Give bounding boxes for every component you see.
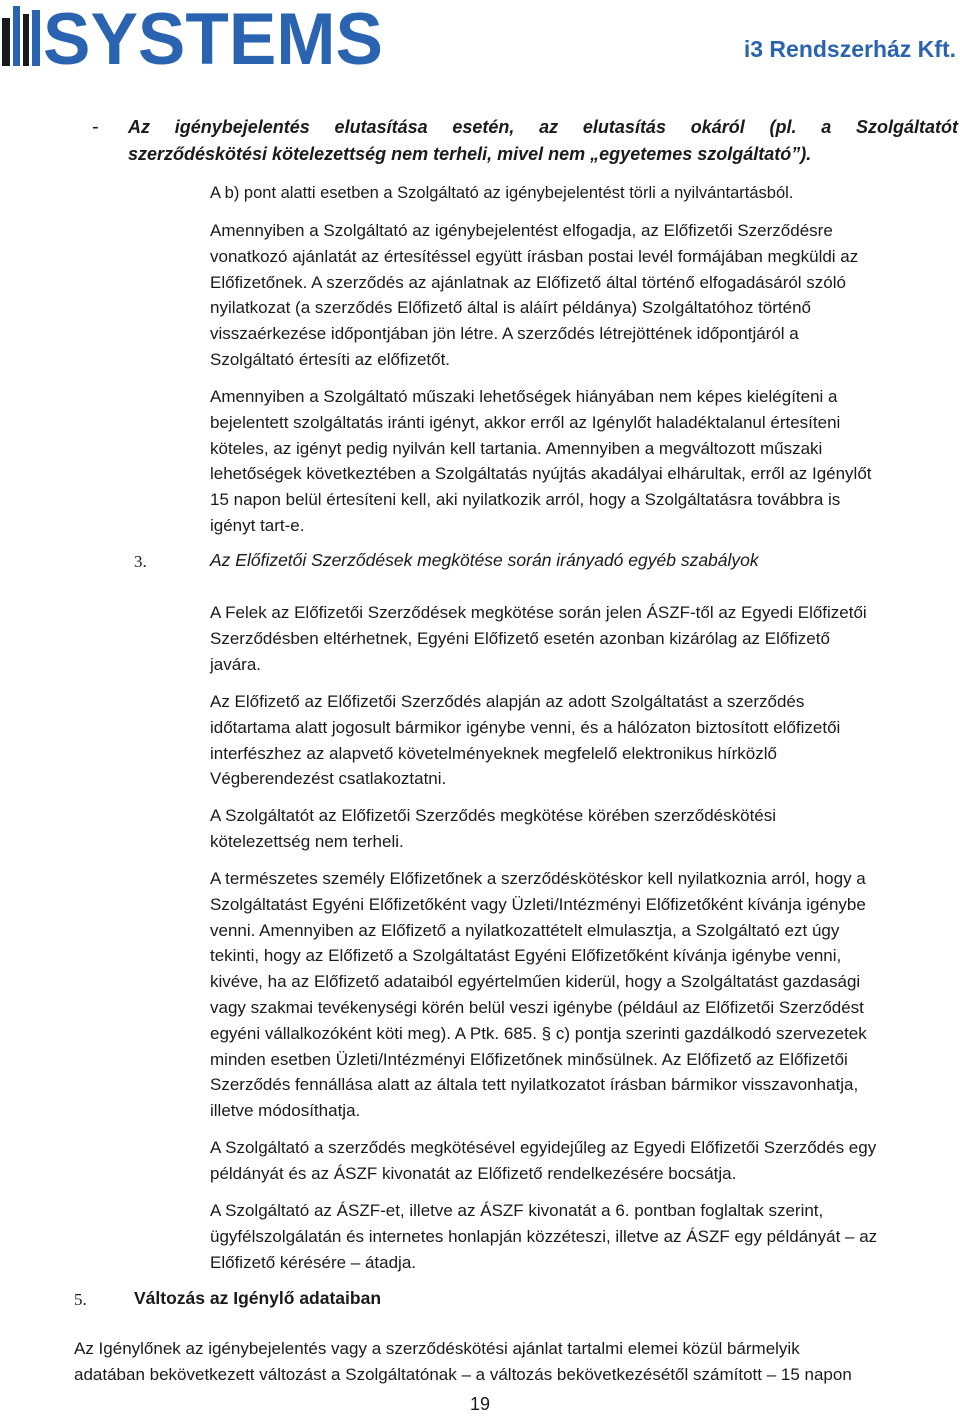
text-line: A Felek az Előfizetői Szerződések megkötése során jelen ÁSZF-től az Egyedi Előfizetői [210,603,867,622]
page-number: 19 [469,1394,491,1414]
text-line: ügyfélszolgálatán és internetes honlapján közzéteszi, illetve az ÁSZF egy példányát – az [210,1226,878,1246]
text-line: példányát és az ÁSZF kivonatát az Előfizető rendelkezésére bocsátja. [210,1163,737,1183]
text-line: Szolgáltatást Egyéni Előfizetőként vagy Üzleti/Intézményi Előfizetőként kívánja igénybe [210,894,866,914]
section-3-paragraph-5 [210,1135,955,1187]
text-line: A Szolgáltató az ÁSZF-et, illetve az ÁSZF kivonatát a 6. pontban foglaltak szerint, [210,1201,824,1220]
text-line: vonatkozó ajánlatát az értesítéssel együtt írásban postai levél formájában megküldi az [210,246,859,266]
text-line: Az Előfizető az Előfizetői Szerződés alapján az adott Szolgáltatást a szerződés [210,692,805,711]
text-line: A természetes személy Előfizetőnek a szerződéskötéskor kell nyilatkoznia arról, hogy a [210,869,866,888]
section-3-paragraph-2 [210,689,955,792]
text-line: kivéve, ha az Előfizető adataiból egyértelműen kiderül, hogy a Szolgáltatást gazdasági [210,972,861,992]
text-line: Amennyiben a Szolgáltató műszaki lehetőségek hiányában nem képes kielégíteni a [210,387,838,406]
text-line: interfészhez az alapvető követelményeknek megfelelő elektronikus hírközlő [210,743,777,763]
paragraph-acceptance [210,218,955,373]
text-line: kötelezettség nem terheli. [210,831,404,851]
section-3-paragraph-1 [210,600,955,677]
text-line: venni. Amennyiben az Előfizető a nyilatkozattételt elmulasztja, a Szolgáltató ezt úgy [210,920,840,940]
section-3-paragraph-6 [210,1198,955,1275]
text-line: köteles, az igényt pedig nyilván kell tartania. Amennyiben a megváltozott műszaki [210,438,823,458]
section-3-paragraph-4 [210,866,955,1124]
text-line: egyéni vállalkozóként köti meg). A Ptk. 685. § c) pontja szerinti gazdálkodó szervezetek [210,1023,867,1043]
text-line: Az Igénylőnek az igénybejelentés vagy a szerződéskötési ajánlat tartalmi elemei közül bármelyik [74,1339,800,1358]
text-line: nyilatkozat (a szerződés Előfizető által is aláírt példánya) Szolgáltatóhoz történő [210,298,811,318]
text-line: Szerződésben eltérhetnek, Egyéni Előfizető esetén azonban kizárólag az Előfizető [210,628,830,648]
text-line: Szerződés fennállása alatt az általa tett nyilatkozatot írásban bármikor visszavonhatja, [210,1075,859,1095]
text-line: időtartama alatt jogosult bármikor igénybe venni, és a hálózaton biztosított előfizetői [210,717,841,737]
text-line: Amennyiben a Szolgáltató az igénybejelentést elfogadja, az Előfizetői Szerződésre [210,221,833,240]
text-line: A Szolgáltatót az Előfizetői Szerződés megkötése körében szerződéskötési [210,806,777,825]
text-line: igényt tart-e. [210,515,305,535]
text-line: Szolgáltató értesíti az előfizetőt. [210,349,451,369]
page-header [0,0,960,75]
section-3-title: Az Előfizetői Szerződések megkötése során irányadó egyéb szabályok [210,550,759,570]
text-line: 15 napon belül értesíteni kell, aki nyilatkozik arról, hogy a Szolgáltatásra továbbra is [210,490,841,510]
text-line: Előfizetőnek. A szerződés az ajánlatnak az Előfizető által történő elfogadásáról szóló [210,272,846,292]
section-3-paragraph-3 [210,803,955,855]
section-3-number: 3. [134,552,147,571]
bullet-line-1: Az igénybejelentés elutasítása esetén, az elutasítás okáról (pl. a Szolgáltatót [128,117,958,137]
text-line: Előfizető kérésére – átadja. [210,1252,417,1272]
section-5-number: 5. [74,1290,87,1309]
bullet-dash: - [92,116,99,138]
paragraph-b-point: A b) pont alatti esetben a Szolgáltató az igénybejelentést törli a nyilvántartásból. [210,184,794,202]
text-line: visszaérkezése időpontjában jön létre. A szerződés létrejöttének időpontjáról a [210,324,799,344]
text-line: Végberendezést csatlakoztatni. [210,769,447,789]
systems-logo [2,4,386,66]
text-line: javára. [210,654,262,674]
paragraph-technical [210,384,955,539]
company-name: i3 Rendszerház Kft. [743,36,956,62]
section-5-paragraph-1 [74,1336,958,1388]
logo-text: SYSTEMS [43,4,383,66]
section-5-title: Változás az Igénylő adataiban [134,1288,382,1308]
text-line: illetve módosíthatja. [210,1101,361,1121]
bullet-line-2: szerződéskötési kötelezettség nem terheli, mivel nem „egyetemes szolgáltató”). [128,144,812,164]
text-line: tekinti, hogy az Előfizető a Szolgáltatást Egyéni Előfizetőként kívánja igénybe venni, [210,946,842,966]
text-line: lehetőségek következtében a Szolgáltatás nyújtás akadályai elhárultak, erről az Igénylőt [210,464,872,484]
text-line: vagy szakmai tevékenységi körén belül veszi igénybe (például az Előfizetői Szerződést [210,997,864,1017]
text-line: minden esetben Üzleti/Intézményi Előfizetőnek minősülnek. Az Előfizető az Előfizetői [210,1049,848,1069]
text-line: A Szolgáltató a szerződés megkötésével egyidejűleg az Egyedi Előfizetői Szerződés egy [210,1138,877,1157]
text-line: adatában bekövetkezett változást a Szolgáltatónak – a változás bekövetkezésétől számított – 15 napon [74,1364,852,1384]
text-line: bejelentett szolgáltatás iránti igényt, akkor erről az Igénylőt haladéktalanul értesíteni [210,412,841,432]
